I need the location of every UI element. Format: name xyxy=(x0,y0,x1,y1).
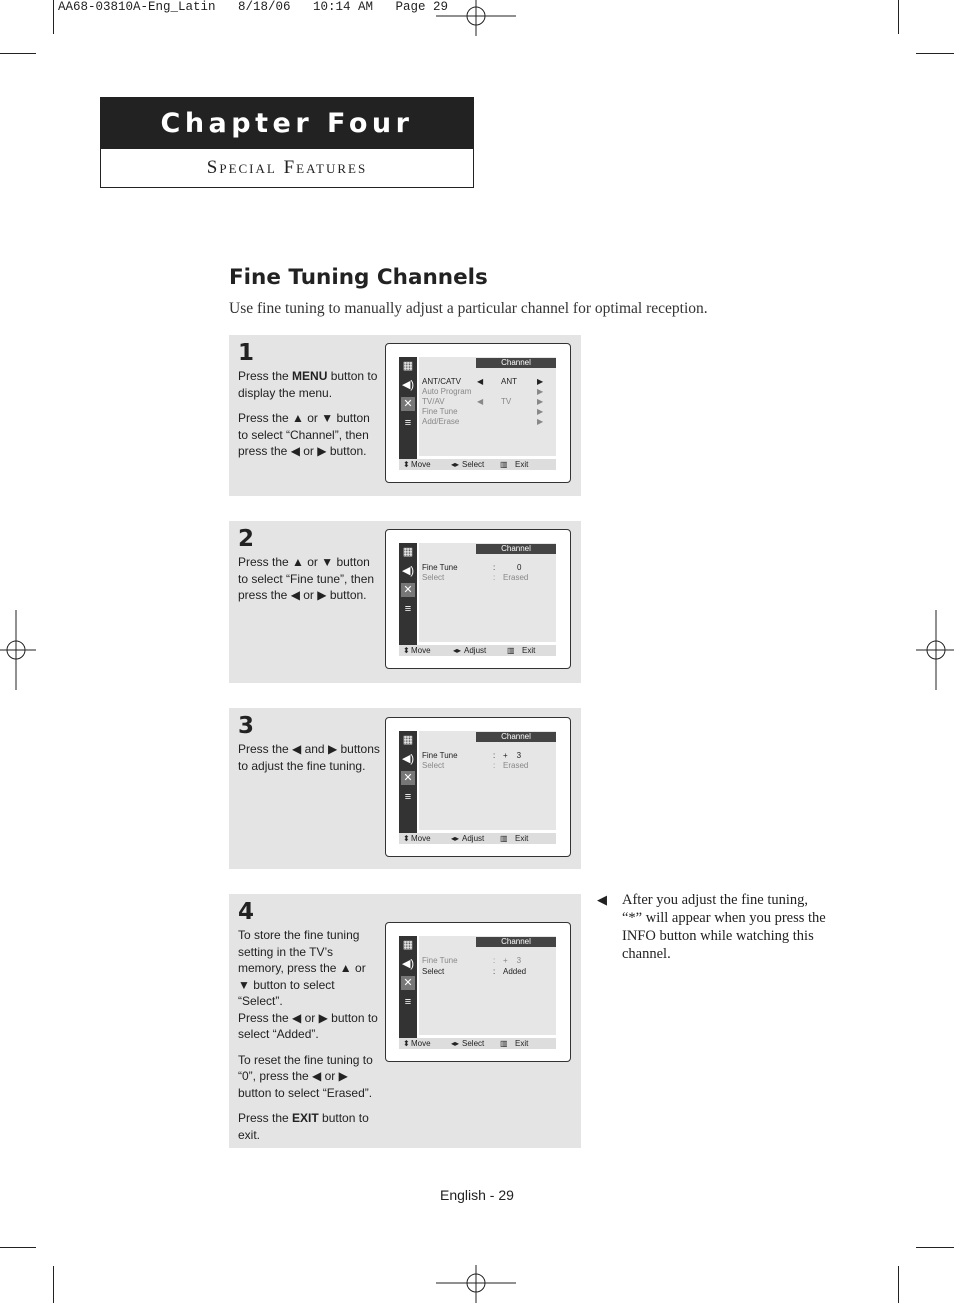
osd-footer xyxy=(399,459,556,470)
channel-icon: ✕ xyxy=(401,771,415,785)
exit-icon: ▥ xyxy=(507,646,515,655)
step-text: Press the ◀ and ▶ buttons to adjust the fine tuning. xyxy=(238,742,380,773)
sound-icon: ◀) xyxy=(401,958,415,970)
crop-mark xyxy=(0,53,36,54)
picture-icon: ▦ xyxy=(402,546,414,558)
crop-mark xyxy=(0,1247,36,1248)
info-button-label: INFO xyxy=(622,928,656,944)
step-text: Press the ▲ or ▼ button to select “Channel”, then press the ◀ or ▶ button. xyxy=(238,411,370,458)
step-text: To store the fine tuning setting in the TV’s memory, press the ▲ or ▼ button to select “Select”. xyxy=(238,928,366,1008)
right-arrow-icon: ▶ xyxy=(537,397,544,406)
setup-icon: ≡ xyxy=(404,417,412,429)
osd-row: Auto Program xyxy=(422,387,472,396)
step-text: Press the ◀ or ▶ button to select “Added”. xyxy=(238,1010,378,1041)
adjust-icon: ◂▸ xyxy=(451,834,460,843)
registration-mark-bottom xyxy=(436,1265,516,1303)
move-icon: ⬍ xyxy=(403,1039,410,1048)
registration-mark-top xyxy=(436,0,516,36)
step-text: Press the xyxy=(238,369,293,383)
osd-row: TV/AV xyxy=(422,397,445,406)
osd-sidebar xyxy=(399,936,417,1049)
osd-value: 0 xyxy=(517,563,522,572)
osd-row: Select xyxy=(422,761,445,770)
osd-tab: Channel xyxy=(476,937,556,947)
osd-value: + 3 xyxy=(503,751,522,760)
step-2-panel xyxy=(229,521,581,683)
step-instructions xyxy=(238,927,380,1152)
osd-footer-move: Move xyxy=(411,460,431,469)
left-arrow-icon: ◀ xyxy=(477,397,484,406)
sound-icon: ◀) xyxy=(401,753,415,765)
osd-row: Fine Tune xyxy=(422,956,458,965)
osd-menu xyxy=(419,936,556,1035)
move-icon: ⬍ xyxy=(403,460,410,469)
osd-separator: : xyxy=(493,751,496,760)
osd-separator: : xyxy=(493,967,496,976)
osd-value: Erased xyxy=(503,761,529,770)
osd-sidebar xyxy=(399,543,417,656)
osd-row: Select xyxy=(422,967,445,976)
page-footer: English - 29 xyxy=(440,1187,514,1203)
step-4-panel xyxy=(229,894,581,1148)
exit-icon: ▥ xyxy=(500,834,508,843)
step-number: 1 xyxy=(238,340,255,366)
right-arrow-icon: ▶ xyxy=(537,417,544,426)
osd-value: Added xyxy=(503,967,527,976)
osd-tab: Channel xyxy=(476,544,556,554)
move-icon: ⬍ xyxy=(403,834,410,843)
osd-row: Select xyxy=(422,573,445,582)
setup-icon: ≡ xyxy=(404,603,412,615)
chapter-heading xyxy=(100,97,474,188)
osd-row: Add/Erase xyxy=(422,417,460,426)
chapter-subtitle: Special Features xyxy=(206,157,368,178)
crop-mark xyxy=(898,0,899,34)
osd-value: + 3 xyxy=(503,956,522,965)
osd-separator: : xyxy=(493,761,496,770)
select-icon: ◂▸ xyxy=(451,1039,460,1048)
osd-sidebar xyxy=(399,731,417,844)
crop-mark xyxy=(916,1247,954,1248)
osd-footer-exit: Exit xyxy=(515,1039,529,1048)
osd-tab: Channel xyxy=(476,358,556,368)
step-text: button to display the menu. xyxy=(238,369,378,400)
step-1-panel xyxy=(229,335,581,496)
step-instructions xyxy=(238,554,380,613)
osd-footer-move: Move xyxy=(411,646,431,655)
chapter-title: Chapter Four xyxy=(101,98,473,149)
osd-footer-move: Move xyxy=(411,834,431,843)
picture-icon: ▦ xyxy=(402,734,414,746)
move-icon: ⬍ xyxy=(403,646,410,655)
osd-value: ANT xyxy=(501,377,517,386)
sound-icon: ◀) xyxy=(401,379,415,391)
osd-row: Fine Tune xyxy=(422,407,458,416)
select-icon: ◂▸ xyxy=(451,460,460,469)
osd-value: Erased xyxy=(503,573,529,582)
channel-icon: ✕ xyxy=(401,397,415,411)
osd-footer-exit: Exit xyxy=(515,834,529,843)
crop-mark xyxy=(916,53,954,54)
channel-icon: ✕ xyxy=(401,976,415,990)
note-text: After you adjust the fine tuning, “*” will appear when you press the xyxy=(622,892,826,926)
osd-footer-action: Adjust xyxy=(464,646,487,655)
left-arrow-icon: ◀ xyxy=(477,377,484,386)
sound-icon: ◀) xyxy=(401,565,415,577)
picture-icon: ▦ xyxy=(402,360,414,372)
osd-row: Fine Tune xyxy=(422,563,458,572)
setup-icon: ≡ xyxy=(404,791,412,803)
print-header: AA68-03810A-Eng_Latin 8/18/06 10:14 AM Page 29 xyxy=(58,0,449,14)
crop-mark xyxy=(53,0,54,34)
osd-footer-action: Select xyxy=(462,460,485,469)
osd-tab: Channel xyxy=(476,732,556,742)
osd-value: TV xyxy=(501,397,512,406)
osd-footer-exit: Exit xyxy=(515,460,529,469)
step-instructions xyxy=(238,741,380,783)
step-text: To reset the fine tuning to “0”, press the ◀ or ▶ button to select “Erased”. xyxy=(238,1052,373,1100)
osd-footer-exit: Exit xyxy=(522,646,536,655)
osd-footer xyxy=(399,645,556,656)
osd-screen xyxy=(385,922,571,1062)
crop-mark xyxy=(898,1266,899,1303)
crop-mark xyxy=(53,1266,54,1303)
right-arrow-icon: ▶ xyxy=(537,377,544,386)
step-number: 3 xyxy=(238,713,255,739)
osd-menu xyxy=(419,543,556,642)
step-instructions xyxy=(238,368,380,469)
osd-footer-move: Move xyxy=(411,1039,431,1048)
exit-icon: ▥ xyxy=(500,460,508,469)
step-number: 2 xyxy=(238,526,255,552)
right-arrow-icon: ▶ xyxy=(537,407,544,416)
adjust-icon: ◂▸ xyxy=(453,646,462,655)
osd-screen xyxy=(385,717,571,857)
section-intro: Use fine tuning to manually adjust a particular channel for optimal reception. xyxy=(229,300,708,317)
step-3-panel xyxy=(229,708,581,869)
osd-footer-action: Adjust xyxy=(462,834,485,843)
step-text: Press the xyxy=(238,1111,293,1125)
osd-sidebar xyxy=(399,357,417,470)
osd-screen xyxy=(385,343,571,483)
channel-icon: ✕ xyxy=(401,583,415,597)
right-arrow-icon: ▶ xyxy=(537,387,544,396)
osd-separator: : xyxy=(493,956,496,965)
registration-mark-left xyxy=(0,610,36,690)
exit-icon: ▥ xyxy=(500,1039,508,1048)
osd-menu xyxy=(419,731,556,830)
osd-footer xyxy=(399,833,556,844)
osd-screen xyxy=(385,529,571,669)
exit-button-label: EXIT xyxy=(292,1111,319,1125)
registration-mark-right xyxy=(916,610,954,690)
menu-button-label: MENU xyxy=(292,369,328,383)
step-text: button to exit. xyxy=(238,1111,369,1142)
section-title: Fine Tuning Channels xyxy=(229,265,488,290)
osd-footer xyxy=(399,1038,556,1049)
step-text: Press the ▲ or ▼ button to select “Fine tune”, then press the ◀ or ▶ button. xyxy=(238,555,375,602)
side-note xyxy=(622,891,827,963)
osd-footer-action: Select xyxy=(462,1039,485,1048)
osd-separator: : xyxy=(493,573,496,582)
setup-icon: ≡ xyxy=(404,996,412,1008)
osd-menu xyxy=(419,357,556,456)
osd-separator: : xyxy=(493,563,496,572)
note-text: button while watching this channel. xyxy=(622,928,814,962)
osd-row: Fine Tune xyxy=(422,751,458,760)
step-number: 4 xyxy=(238,899,255,925)
note-arrow-icon: ◀ xyxy=(597,892,607,907)
picture-icon: ▦ xyxy=(402,939,414,951)
osd-row: ANT/CATV xyxy=(422,377,461,386)
